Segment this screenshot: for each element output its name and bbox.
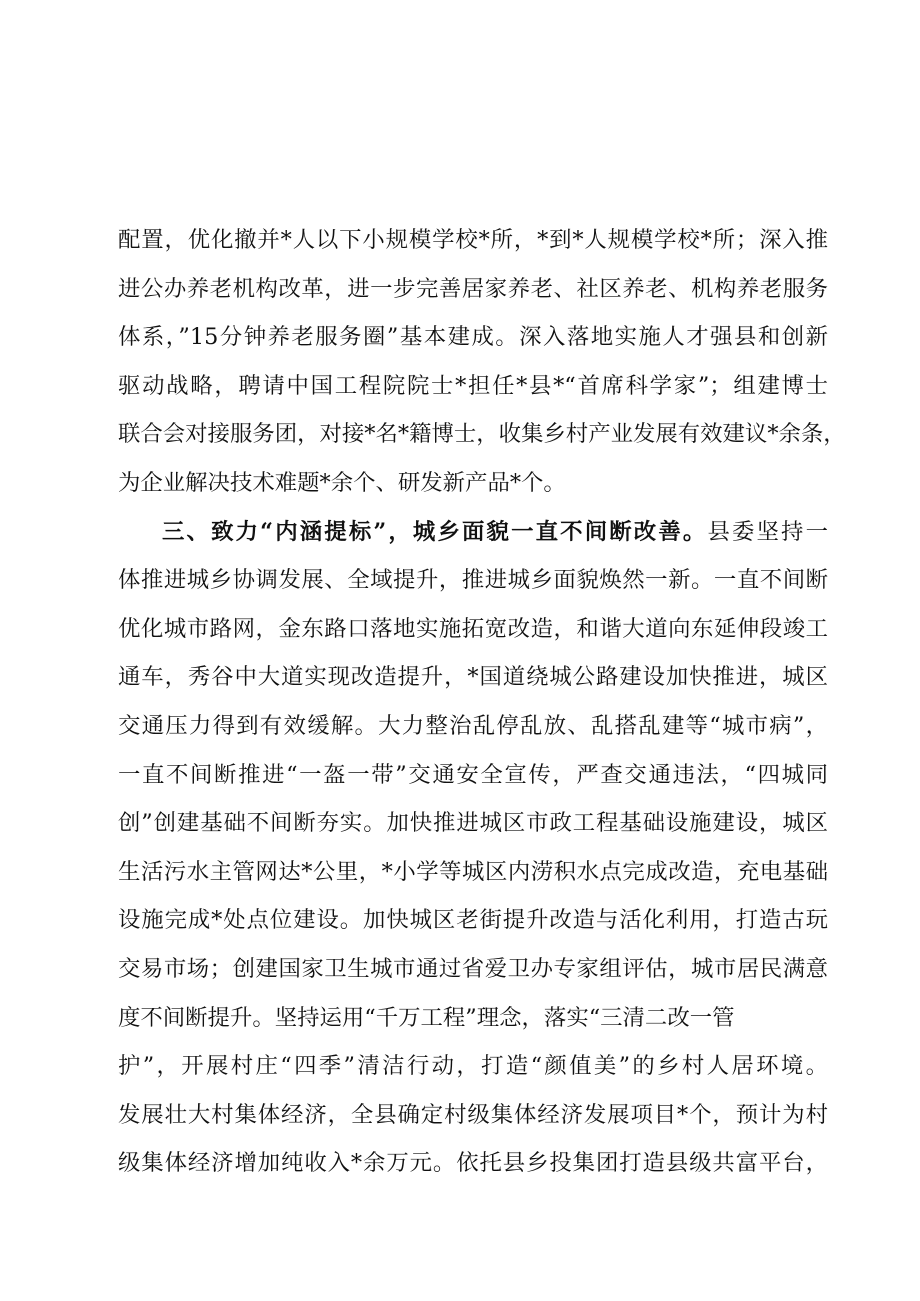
text-line-5: 联合会对接服务团，对接*名*籍博士，收集乡村产业发展有效建议*余条， (118, 421, 846, 448)
text-line-10: 通车，秀谷中大道实现改造提升，*国道绕城公路建设加快推进，城区 (118, 664, 828, 691)
text-line-13: 创”创建基础不间断夯实。加快推进城区市政工程基础设施建设，城区 (118, 810, 828, 837)
text-line-8: 体推进城乡协调发展、全域提升，推进城乡面貌焕然一新。一直不间断 (118, 567, 828, 594)
text-line-2: 进公办养老机构改革，进一步完善居家养老、社区养老、机构养老服务 (118, 275, 828, 302)
section-heading: 三、致力“内涵提标”，城乡面貌一直不间断改善。 (162, 518, 708, 545)
text-line-19: 发展壮大村集体经济，全县确定村级集体经济发展项目*个，预计为村 (118, 1101, 828, 1128)
text-line-6: 为企业解决技术难题*余个、研发新产品*个。 (118, 469, 566, 496)
text-line-17: 度不间断提升。坚持运用“千万工程”理念，落实“三清二改一管 (118, 1004, 735, 1031)
section-heading-line (118, 508, 828, 557)
text-line-4: 驱动战略，聘请中国工程院院士*担任*县*“首席科学家”；组建博士 (118, 372, 828, 399)
text-line-1: 配置，优化撤并*人以下小规模学校*所，*到*人规模学校*所；深入推 (118, 227, 828, 253)
text-line-15: 设施完成*处点位建设。加快城区老街提升改造与活化利用，打造古玩 (118, 907, 828, 934)
body-text (118, 216, 846, 1188)
text-line-12: 一直不间断推进“一盔一带”交通安全宣传，严查交通违法，“四城同 (118, 761, 828, 788)
text-line-18: 护”，开展村庄“四季”清洁行动，打造“颜值美”的乡村人居环境。 (118, 1053, 828, 1080)
text-line-14: 生活污水主管网达*公里，*小学等城区内涝积水点完成改造，充电基础 (118, 858, 828, 885)
text-line-9: 优化城市路网，金东路口落地实施拓宽改造，和谐大道向东延伸段竣工 (118, 615, 828, 642)
text-line-20: 级集体经济增加纯收入*余万元。依托县乡投集团打造县级共富平台， (118, 1150, 828, 1177)
text-line-3: 体系，”15分钟养老服务圈”基本建成。深入落地实施人才强县和创新 (118, 324, 828, 351)
text-line-11: 交通压力得到有效缓解。大力整治乱停乱放、乱搭乱建等“城市病”， (118, 712, 828, 739)
section-lead-text: 县委坚持一 (707, 518, 828, 545)
text-line-16: 交易市场；创建国家卫生城市通过省爱卫办专家组评估，城市居民满意 (118, 955, 828, 982)
